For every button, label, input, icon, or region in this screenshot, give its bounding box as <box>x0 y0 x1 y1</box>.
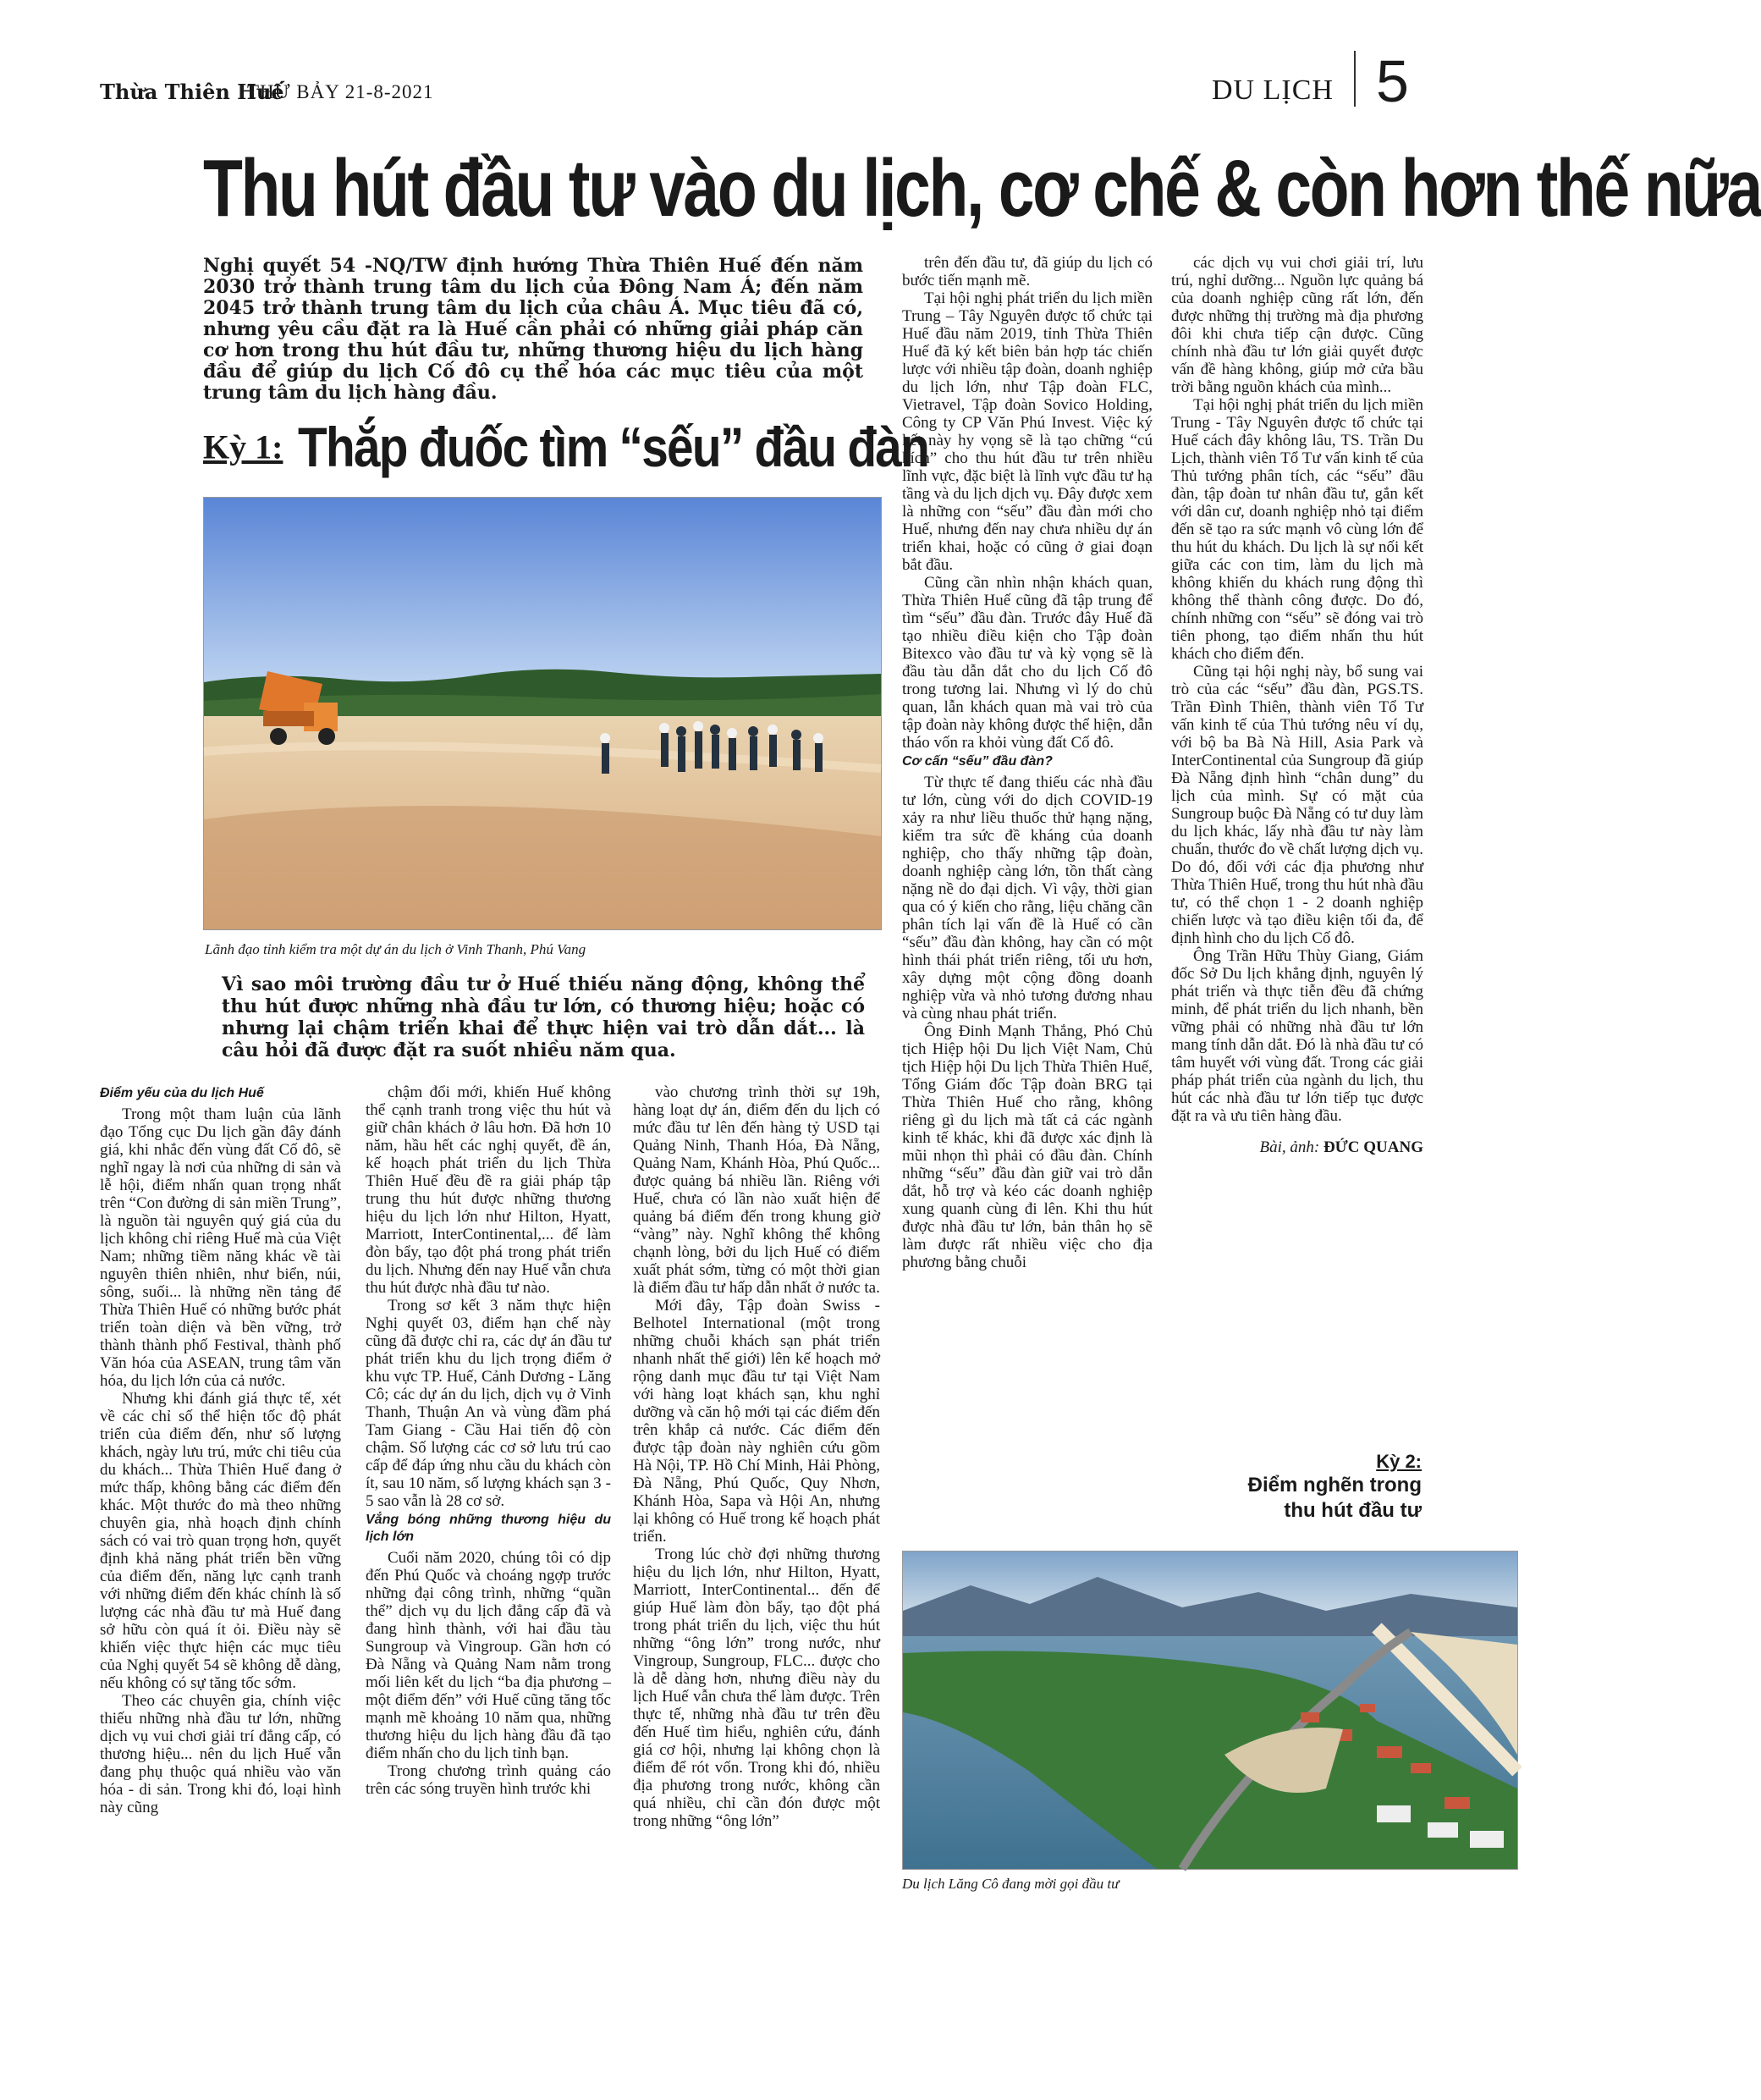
paragraph: Trong lúc chờ đợi những thương hiệu du lịch lớn, như Hilton, Hyatt, Marriott, InterContinental... đến để giúp Huế làm đòn bẩy, tạo đột phá trong phát triển du lịch, việc thu hút những “ông lớn” trong nước, như Vingroup, Sungroup, FLC... được cho là dễ dàng hơn, nhưng điều này du lịch Huế vẫn chưa thể làm được. Trên thực tế, những nhà đầu tư trên đều đến Huế tìm hiểu, nghiên cứu, đánh giá cơ hội, nhưng lại không chọn là điểm để rót vốn. Trong khi đó, nhiều địa phương trong nước, không cần quá nhiều, chỉ cần đón được một trong những “ông lớn” <box>633 1546 880 1830</box>
paragraph: Mới đây, Tập đoàn Swiss -Belhotel International (một trong những chuỗi khách sạn phát triển nhanh nhất thế giới) lên kế hoạch mở rộng danh mục đầu tư tại Việt Nam với hàng loạt khách sạn, khu nghỉ dưỡng và căn hộ mới tại các điểm đến trên khắp cả nước. Các điểm đến được tập đoàn này nghiên cứu gồm Hà Nội, TP. Hồ Chí Minh, Hải Phòng, Đà Nẵng, Phú Quốc, Quy Nhơn, Khánh Hòa, Sapa và Hội An, nhưng lại không có Huế trong kế hoạch phát triển. <box>633 1297 880 1546</box>
photo-lang-co <box>902 1551 1518 1870</box>
paragraph: Cuối năm 2020, chúng tôi có dịp đến Phú Quốc và choáng ngợp trước những đại công trình, những “quần thể” dịch vụ du lịch đẳng cấp đã và đang hình thành, với hai đầu tàu Sungroup và Vingroup. Gần hơn có Đà Nẵng và Quảng Nam nằm trong mối liên kết du lịch “ba địa phương – một điểm đến” với Huế cũng tăng tốc mạnh mẽ khoảng 10 năm qua, những thương hiệu du lịch hàng đầu đã tạo điểm nhấn cho du lịch tỉnh bạn. <box>366 1549 611 1762</box>
page-number: 5 <box>1376 48 1409 114</box>
next-part <box>1219 1451 1422 1524</box>
subheading-leader: Cơ cấn “sếu” đầu đàn? <box>902 754 1053 769</box>
paragraph: Trong sơ kết 3 năm thực hiện Nghị quyết 03, điểm hạn chế này cũng đã được chỉ ra, các dự án đầu tư phát triển khu du lịch trọng điểm ở khu vực TP. Huế, Cảnh Dương - Lăng Cô; các dự án du lịch, dịch vụ ở Vinh Thanh, Thuận An và vùng đầm phá Tam Giang - Cầu Hai tiến độ còn chậm. Số lượng các cơ sở lưu trú cao cấp để đáp ứng nhu cầu du khách còn ít, sau 10 năm, số lượng khách sạn 3 - 5 sao vẫn là 28 cơ sở. <box>366 1297 611 1510</box>
paragraph: trên đến đầu tư, đã giúp du lịch có bước tiến mạnh mẽ. <box>902 254 1153 289</box>
photo-inspection <box>203 497 882 930</box>
byline <box>1171 1138 1423 1156</box>
paragraph: Cũng cần nhìn nhận khách quan, Thừa Thiên Huế cũng đã tập trung để tìm “sếu” đầu đàn. Trước đây Huế đã tạo nhiều điều kiện cho Tập đoàn Bitexco vào đầu tư và kỳ vọng sẽ là đầu tàu dẫn dắt cho du lịch Cố đô trong tương lai. Nhưng vì lý do chủ quan, lẫn khách quan mà vai trò của tập đoàn này không được thể hiện, dẫn tháo vốn ra khỏi vùng đất Cố đô. <box>902 574 1153 752</box>
subheading-weakness: Điểm yếu của du lịch Huế <box>100 1086 264 1100</box>
section-name: DU LỊCH <box>1212 74 1334 106</box>
paragraph: Theo các chuyên gia, chính việc thiếu những nhà đầu tư lớn, những dịch vụ vui chơi giải trí đẳng cấp, có thương hiệu... nên du lịch Huế vẫn đang phụ thuộc quá nhiều vào văn hóa - di sản. Trong khi đó, loại hình này cũng <box>100 1692 341 1816</box>
column-1 <box>100 1083 341 1816</box>
header-divider <box>1354 51 1356 107</box>
part-title: Thắp đuốc tìm “sếu” đầu đàn <box>298 416 929 478</box>
paragraph: Từ thực tế đang thiếu các nhà đầu tư lớn, cùng với do dịch COVID-19 xảy ra như liều thuốc thử hạng nặng, kiểm tra sức đề kháng của doanh nghiệp, cho thấy những tập đoàn, doanh nghiệp càng lớn, tồn thất càng nặng nề do đại dịch. Vì vậy, thời gian qua có ý kiến cho rằng, liệu chăng cần phân tích lại vấn đề là Huế có cần “sếu” đầu đàn không, hay cần có một hình thái phát triển riêng, tối ưu hơn, xây dựng một cộng đồng doanh nghiệp vừa và nhỏ tương đương nhau và cùng nhau phát triển. <box>902 774 1153 1022</box>
paragraph: Trong chương trình quảng cáo trên các sóng truyền hình trước khi <box>366 1762 611 1798</box>
headline: Thu hút đầu tư vào du lịch, cơ chế & còn hơn thế nữa <box>203 143 1761 234</box>
paragraph: Cũng tại hội nghị này, bổ sung vai trò của các “sếu” đầu đàn, PGS.TS. Trần Đình Thiên, thành viên Tổ Tư vấn kinh tế của Thủ tướng nêu ví dụ, với bộ ba Bà Nà Hill, Asia Park và InterContinental của Sungroup đã giúp Đà Nẵng định hình “chân dung” du lịch của mình. Sự có mặt của Sungroup buộc Đà Nẵng có tư duy làm du lịch khác, lấy nhà đầu tư này làm chuẩn, thước đo về chất lượng dịch vụ. Do đó, đối với các địa phương như Thừa Thiên Huế, trong thu hút nhà đầu tư, có thể chọn 1 - 2 doanh nghiệp chiến lược và tạo điều kiện tối đa, để định hình cho du lịch Cố đô. <box>1171 663 1423 947</box>
paragraph: chậm đổi mới, khiến Huế không thể cạnh tranh trong việc thu hút và giữ chân khách ở lâu hơn. Đã hơn 10 năm, hầu hết các nghị quyết, đề án, kế hoạch phát triển du lịch Thừa Thiên Huế đều đề ra giải pháp tập trung thu hút được những thương hiệu du lịch lớn như Hilton, Hyatt, Marriott, InterContinental,... để làm đòn bẩy, tạo đột phá trong phát triển du lịch. Nhưng đến nay Huế vẫn chưa thu hút được nhà đầu tư nào. <box>366 1083 611 1297</box>
newspaper-name: Thừa Thiên Huế <box>100 80 284 104</box>
next-part-label: Kỳ 2: <box>1376 1451 1422 1472</box>
column-2 <box>366 1083 611 1798</box>
paragraph: Ông Trần Hữu Thùy Giang, Giám đốc Sở Du lịch khẳng định, nguyên lý phát triển và thực tiễn đều đã chứng minh, để phát triển du lịch nhanh, bền vững phải có những nhà đầu tư lớn mang tính dẫn dắt. Đó là nhà đầu tư có tâm huyết với vùng đất. Trong các giải pháp phát triển của ngành du lịch, thu hút các nhà đầu tư lớn tiếp tục được đặt ra và ưu tiên hàng đầu. <box>1171 947 1423 1125</box>
part-label: Kỳ 1: <box>203 427 283 466</box>
column-3 <box>633 1083 880 1830</box>
paragraph: các dịch vụ vui chơi giải trí, lưu trú, nghỉ dưỡng... Nguồn lực quảng bá của doanh nghiệp cũng rất lớn, đến được những thị trường mà địa phương đôi khi chưa tiếp cận được. Cũng chính nhà đầu tư lớn giải quyết được vấn đề hàng không, giúp mở cửa bầu trời bằng nguồn khách của mình... <box>1171 254 1423 396</box>
byline-author: ĐỨC QUANG <box>1323 1138 1423 1156</box>
column-5 <box>1171 254 1423 1156</box>
sub-lead: Vì sao môi trường đầu tư ở Huế thiếu năng động, không thể thu hút được những nhà đầu tư lớn, có thương hiệu; hoặc có nhưng lại chậm triển khai để thực hiện vai trò dẫn dắt... là câu hỏi đã được đặt ra suốt nhiều năm qua. <box>222 973 865 1061</box>
paragraph: Ông Đinh Mạnh Thắng, Phó Chủ tịch Hiệp hội Du lịch Việt Nam, Chủ tịch Hiệp hội Du lịch Thừa Thiên Huế, Tổng Giám đốc Tập đoàn BRG tại Thừa Thiên Huế cho rằng, không riêng gì du lịch mà tất cả các ngành kinh tế khác, khi đã được xác định là mũi nhọn thì phải có đầu đàn. Chính những “sếu” đầu đàn giữ vai trò dẫn dắt, hỗ trợ và kéo các doanh nghiệp xung quanh cùng đi lên. Khi thu hút được nhà đầu tư lớn, bản thân họ sẽ làm được rất nhiều việc cho địa phương bằng chuỗi <box>902 1022 1153 1271</box>
paragraph: Nhưng khi đánh giá thực tế, xét về các chỉ số thể hiện tốc độ phát triển của điểm đến, như số lượng khách, ngày lưu trú, mức chi tiêu của du khách... Thừa Thiên Huế đang ở mức thấp, không bằng các điểm đến khác. Một thước đo mà theo những chuyên gia, nhà hoạch định chính sách có vai trò quan trọng hơn, quyết định khả năng phát triển bền vững của điểm đến, năng lực cạnh tranh với những điểm đến khác chính là số lượng các nhà đầu tư mà Huế đang sở hữu còn quá ít ỏi. Điều này sẽ khiến việc thực hiện các mục tiêu của Nghị quyết 54 sẽ không dễ dàng, nếu không có sự tăng tốc sớm. <box>100 1390 341 1692</box>
photo-caption-inspection: Lãnh đạo tỉnh kiểm tra một dự án du lịch ở Vinh Thanh, Phú Vang <box>205 941 586 957</box>
paragraph: Trong một tham luận của lãnh đạo Tổng cục Du lịch gần đây đánh giá, khi nhắc đến vùng đất Cố đô, sẽ nghĩ ngay là nơi của những di sản và lễ hội, điểm nhấn quan trọng nhất trên “Con đường di sản miền Trung”, là nguồn tài nguyên quý giá của du lịch không chỉ riêng Huế mà của Việt Nam; những tiềm năng khác về tài nguyên thiên nhiên, như biển, núi, sông, suối... là những nền tảng để Thừa Thiên Huế có những bước phát triển toàn diện và bền vững, trở thành thành phố Festival, thành phố Văn hóa của ASEAN, trung tâm văn hóa, du lịch lớn của cả nước. <box>100 1105 341 1390</box>
paragraph: Tại hội nghị phát triển du lịch miền Trung - Tây Nguyên được tổ chức tại Huế cách đây không lâu, TS. Trần Du Lịch, thành viên Tổ Tư vấn kinh tế của Thủ tướng phân tích, các “sếu” đầu đàn, tập đoàn tư nhân đầu tư, gắn kết với dân cư, doanh nghiệp nhỏ tại điểm đến sẽ tạo ra sức mạnh vô cùng lớn để thu hút du khách. Du lịch là sự nối kết giữa các con tim, làm du lịch mà không khiến du khách rung động thì không thể thành công được. Do đó, chính những con “sếu” sẽ đóng vai trò tiên phong, tạo điểm nhấn thu hút khách cho điểm đến. <box>1171 396 1423 663</box>
paragraph: vào chương trình thời sự 19h, hàng loạt dự án, điểm đến du lịch có mức đầu tư lên đến hàng tỷ USD tại Quảng Ninh, Thanh Hóa, Đà Nẵng, Quảng Nam, Khánh Hòa, Phú Quốc... được quảng bá nhiều lần. Riêng với Huế, chưa có lần nào xuất hiện để quảng bá điểm đến trong khung giờ “vàng” này. Nghĩ không thể không chạnh lòng, bởi du lịch Huế có điểm xuất phát sớm, từng có một thời gian là điểm đầu tư hấp dẫn nhất ở nước ta. <box>633 1083 880 1297</box>
photo-caption-lang-co: Du lịch Lăng Cô đang mời gọi đầu tư <box>902 1876 1120 1892</box>
photo-inspection-image <box>204 498 881 929</box>
paragraph: Tại hội nghị phát triển du lịch miền Trung – Tây Nguyên được tổ chức tại Huế đầu năm 2019, tỉnh Thừa Thiên Huế đã ký kết biên bản hợp tác chiến lược với nhiều tập đoàn, doanh nghiệp du lịch lớn, như Tập đoàn FLC, Vietravel, Tập đoàn Sovico Holding, Công ty CP Văn Phú Invest. Việc ký kết này hy vọng sẽ là tạo chững “cú hích” cho thu hút đầu tư trên nhiều lĩnh vực, đặc biệt là lĩnh vực đầu tư hạ tầng và du lịch dịch vụ. Đây được xem là những con “sếu” đầu đàn mới cho Huế, nhưng đến nay chưa nhiều dự án triển khai, hoặc có cũng ở giai đoạn bắt đầu. <box>902 289 1153 574</box>
photo-lang-co-image <box>903 1552 1517 1869</box>
subheading-brands: Vắng bóng những thương hiệu du lịch lớn <box>366 1513 611 1544</box>
article-lead: Nghị quyết 54 -NQ/TW định hướng Thừa Thiên Huế đến năm 2030 trở thành trung tâm du lịch của Đông Nam Á; đến năm 2045 trở thành trung tâm du lịch của châu Á. Mục tiêu đã có, nhưng yêu cầu đặt ra là Huế cần phải có những giải pháp căn cơ hơn trong thu hút đầu tư, những thương hiệu du lịch hàng đầu để giúp du lịch Cố đô cụ thể hóa các mục tiêu của một trung tâm du lịch hàng đầu. <box>203 255 863 404</box>
issue-date: THỨ BẢY 21-8-2021 <box>247 81 434 102</box>
next-part-title: Điểm nghẽn trong thu hút đầu tư <box>1247 1474 1422 1522</box>
byline-label: Bài, ảnh: <box>1259 1138 1320 1156</box>
column-4 <box>902 254 1153 1271</box>
